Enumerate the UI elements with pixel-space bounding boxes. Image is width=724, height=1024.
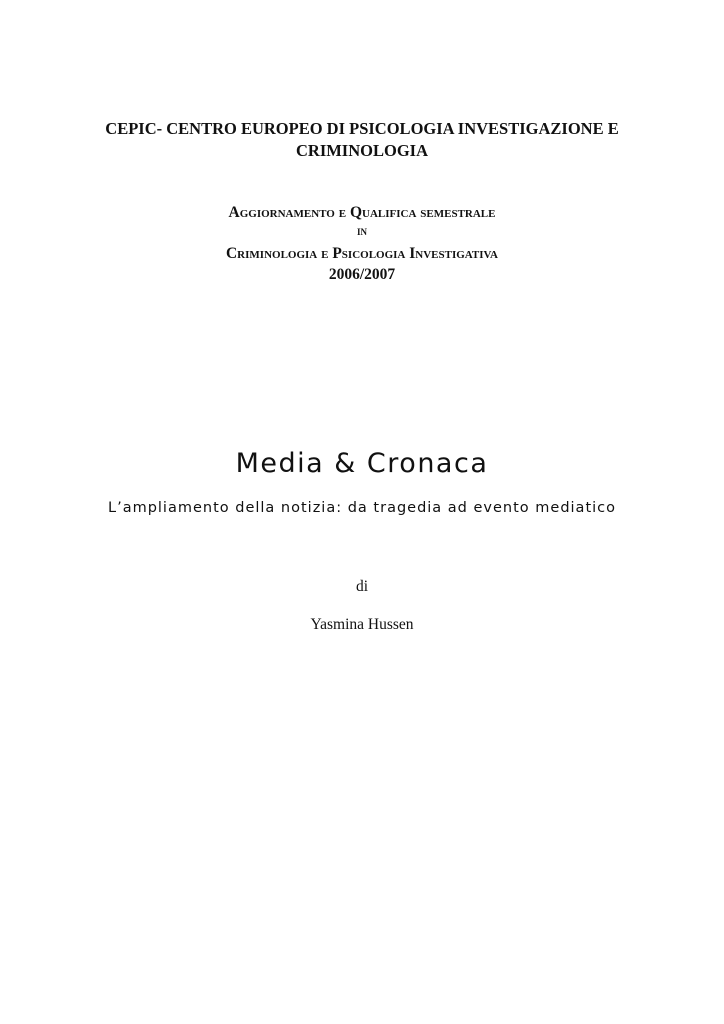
institution-line-1: CEPIC- CENTRO EUROPEO DI PSICOLOGIA INVESTIGAZIONE E xyxy=(105,119,619,138)
course-line-3: Criminologia e Psicologia Investigativa xyxy=(225,245,499,262)
institution-heading xyxy=(0,118,724,162)
document-title: Media & Cronaca xyxy=(235,448,489,479)
author-name: Yasmina Hussen xyxy=(310,616,414,633)
institution-line-2: CRIMINOLOGIA xyxy=(295,141,428,160)
by-label: di xyxy=(355,578,369,595)
course-line-1: Aggiornamento e Qualifica semestrale xyxy=(228,204,496,221)
document-subtitle: L’ampliamento della notizia: da tragedia ad evento mediatico xyxy=(108,500,616,516)
course-line-2: in xyxy=(356,223,367,238)
academic-year: 2006/2007 xyxy=(328,266,396,283)
